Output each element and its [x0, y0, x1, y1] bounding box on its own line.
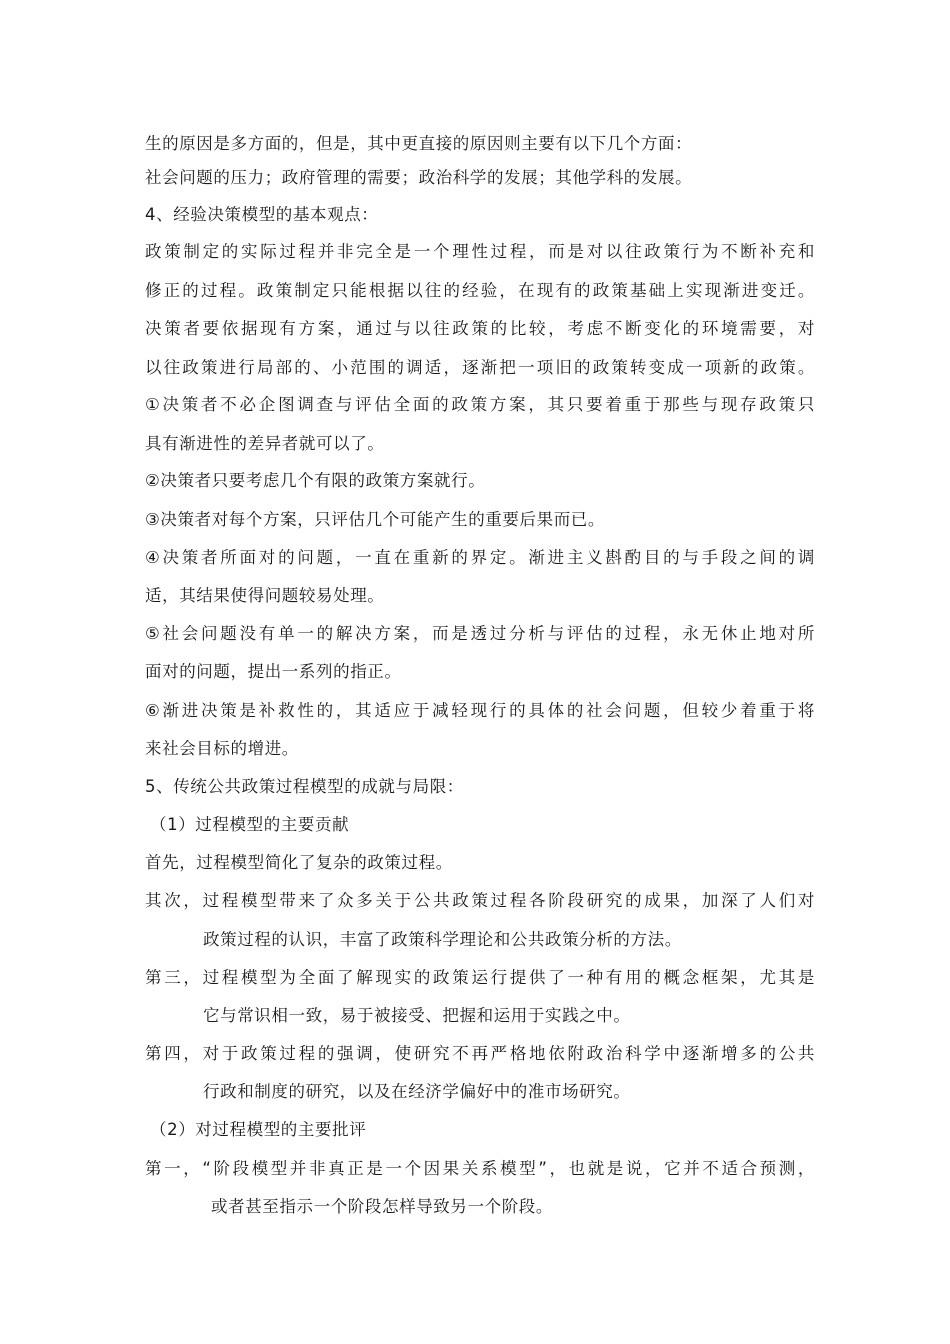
- text-line: 修正的过程。政策制定只能根据以往的经验，在现有的政策基础上实现渐进变迁。: [145, 281, 815, 300]
- text-line: 第四，对于政策过程的强调，使研究不再严格地依附政治科学中逐渐增多的公共: [145, 1044, 815, 1063]
- subsection-heading: （1）过程模型的主要贡献: [150, 815, 350, 834]
- text-line: 其次，过程模型带来了众多关于公共政策过程各阶段研究的成果，加深了人们对: [145, 891, 815, 910]
- text-line: 第三，过程模型为全面了解现实的政策运行提供了一种有用的概念框架，尤其是: [145, 968, 815, 987]
- text-line: 首先，过程模型简化了复杂的政策过程。: [145, 853, 453, 872]
- list-item-continuation: 适，其结果使得问题较易处理。: [145, 586, 385, 605]
- text-line-indented: 它与常识相一致，易于被接受、把握和运用于实践之中。: [203, 1006, 631, 1025]
- text-line-indented: 或者甚至指示一个阶段怎样导致另一个阶段。: [211, 1197, 553, 1216]
- text-line: 决策者要依据现有方案，通过与以往政策的比较，考虑不断变化的环境需要，对: [145, 319, 815, 338]
- section-heading: 4、经验决策模型的基本观点：: [145, 205, 379, 224]
- list-item-continuation: 来社会目标的增进。: [145, 739, 299, 758]
- subsection-heading: （2）对过程模型的主要批评: [150, 1120, 367, 1139]
- text-line: 政策制定的实际过程并非完全是一个理性过程，而是对以往政策行为不断补充和: [145, 242, 815, 261]
- list-item: ③决策者对每个方案，只评估几个可能产生的重要后果而已。: [145, 510, 605, 529]
- text-line: 第一，“阶段模型并非真正是一个因果关系模型”，也就是说，它并不适合预测，: [145, 1159, 815, 1178]
- list-item: ⑤社会问题没有单一的解决方案，而是透过分析与评估的过程，永无休止地对所: [145, 624, 815, 643]
- text-line: 以往政策进行局部的、小范围的调适，逐渐把一项旧的政策转变成一项新的政策。: [145, 358, 815, 377]
- list-item: ②决策者只要考虑几个有限的政策方案就行。: [145, 471, 486, 490]
- list-item: ①决策者不必企图调查与评估全面的政策方案，其只要着重于那些与现存政策只: [145, 395, 815, 414]
- list-item-continuation: 面对的问题，提出一系列的指正。: [145, 662, 402, 681]
- list-item-continuation: 具有渐进性的差异者就可以了。: [145, 434, 385, 453]
- text-line: 社会问题的压力；政府管理的需要；政治科学的发展；其他学科的发展。: [145, 168, 693, 187]
- text-line-indented: 政策过程的认识，丰富了政策科学理论和公共政策分析的方法。: [203, 930, 682, 949]
- text-line: 生的原因是多方面的，但是，其中更直接的原因则主要有以下几个方面：: [145, 134, 693, 153]
- section-heading: 5、传统公共政策过程模型的成就与局限：: [145, 777, 464, 796]
- list-item: ④决策者所面对的问题，一直在重新的界定。渐进主义斟酌目的与手段之间的调: [145, 548, 815, 567]
- text-line-indented: 行政和制度的研究，以及在经济学偏好中的准市场研究。: [203, 1082, 631, 1101]
- list-item: ⑥渐进决策是补救性的，其适应于减轻现行的具体的社会问题，但较少着重于将: [145, 701, 815, 720]
